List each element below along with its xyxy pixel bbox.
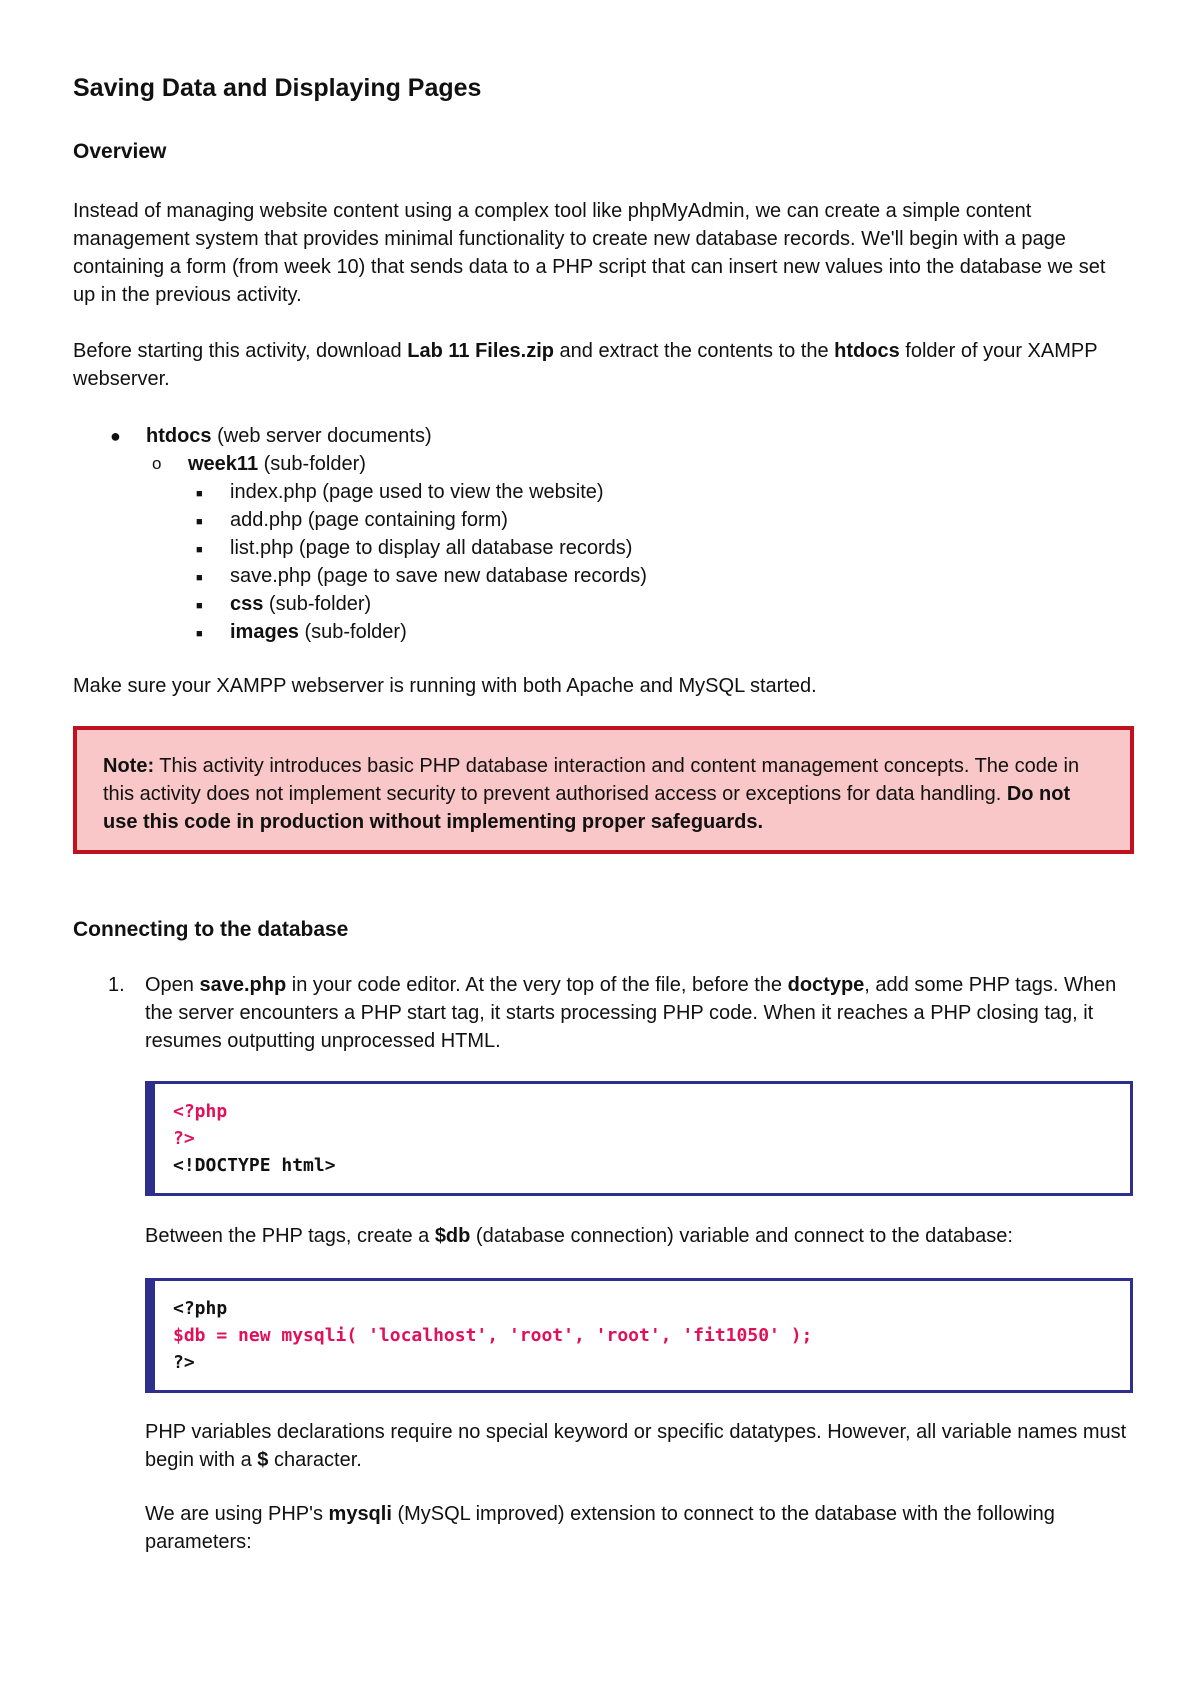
bullet-square-icon: ■ (196, 544, 203, 556)
bullet-square-icon: ■ (196, 572, 203, 584)
page-title: Saving Data and Displaying Pages (73, 74, 482, 102)
step-text: Open save.php in your code editor. At the very top of the file, before the doctype, add some PHP tags. When the server encounters a PHP start tag, it starts processing PHP code. When it reaches a PHP closing tag, it resumes outputting unprocessed HTML. (145, 974, 1117, 1052)
bullet-square-icon: ■ (196, 488, 203, 500)
variables-paragraph: PHP variables declarations require no special keyword or specific datatypes. However, all variable names must begin with a $ character. (145, 1421, 1127, 1471)
overview-paragraph: Instead of managing website content using a complex tool like phpMyAdmin, we can create a simple content management system that provides minimal functionality to create new database records. We'll begin with a page containing a form (from week 10) that sends data to a PHP script that can insert new values into the database we set up in the previous activity. (73, 200, 1106, 306)
step-number: 1. (108, 974, 125, 996)
tree-item-file: index.php (page used to view the website) (230, 481, 604, 503)
code-block-php-tags (145, 1081, 1133, 1196)
connecting-heading: Connecting to the database (73, 918, 349, 941)
note-box (73, 726, 1134, 854)
bullet-square-icon: ■ (196, 628, 203, 640)
code-line: <?php (173, 1298, 228, 1319)
tree-item-week11: week11 (sub-folder) (188, 453, 366, 475)
tree-item-folder: images (sub-folder) (230, 621, 407, 643)
note-label: Note: (103, 755, 155, 777)
code-line: $db = new mysqli( 'localhost', 'root', 'root', 'fit1050' ); (173, 1325, 813, 1346)
bullet-disc-icon: ● (110, 426, 121, 446)
between-paragraph: Between the PHP tags, create a $db (database connection) variable and connect to the database: (145, 1225, 1013, 1247)
tree-item-file: list.php (page to display all database records) (230, 537, 633, 559)
bullet-square-icon: ■ (196, 600, 203, 612)
note-text: This activity introduces basic PHP database interaction and content management concepts. The code in this activity does not implement security to prevent authorised access or exceptions for data handling. (103, 755, 1080, 805)
note-warning: Do not use this code in production without implementing proper safeguards. (103, 783, 1071, 833)
bullet-square-icon: ■ (196, 516, 203, 528)
code-block-db-connect (145, 1278, 1133, 1393)
bullet-circle-icon: o (152, 454, 162, 473)
zip-file-name: Lab 11 Files.zip (407, 340, 554, 362)
code-line: ?> (173, 1352, 195, 1373)
make-sure-paragraph: Make sure your XAMPP webserver is running with both Apache and MySQL started. (73, 675, 817, 697)
mysqli-paragraph: We are using PHP's mysqli (MySQL improved) extension to connect to the database with the following parameters: (145, 1503, 1055, 1553)
tree-item-folder: css (sub-folder) (230, 593, 372, 615)
tree-item-file: add.php (page containing form) (230, 509, 508, 531)
code-line: <?php (173, 1101, 228, 1122)
overview-heading: Overview (73, 140, 167, 163)
tree-item-file: save.php (page to save new database records) (230, 565, 647, 587)
tree-item-htdocs: htdocs (web server documents) (146, 425, 432, 447)
htdocs-folder-name: htdocs (834, 340, 900, 362)
code-line: <!DOCTYPE html> (173, 1155, 336, 1176)
code-line: ?> (173, 1128, 195, 1149)
download-paragraph: Before starting this activity, download Lab 11 Files.zip and extract the contents to the htdocs folder of your XAMPP webserver. (73, 340, 1098, 390)
